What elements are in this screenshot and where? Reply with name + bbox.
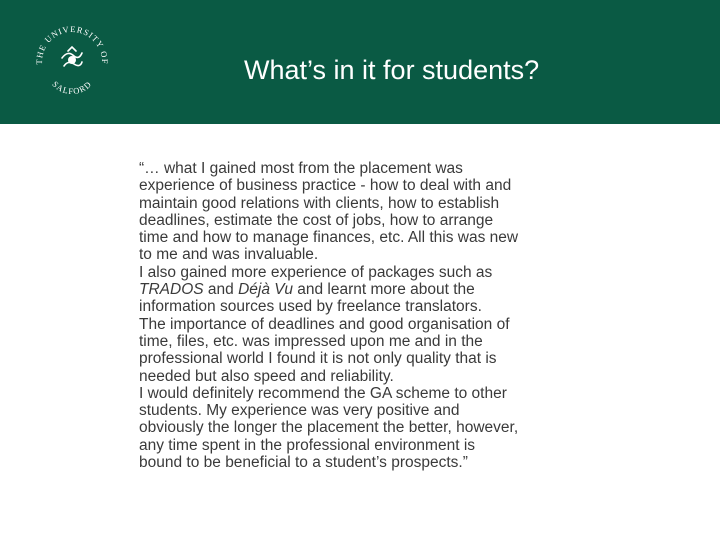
quote-line: professional world I found it is not only quality that is [139,350,497,368]
quote-line: The importance of deadlines and good organisation of [139,315,510,333]
quote-paragraph-4 [139,385,639,471]
student-quote [139,160,639,471]
quote-fragment: and [203,281,239,299]
quote-line: time, files, etc. was impressed upon me and in the [139,332,483,350]
quote-line: information sources used by freelance translators. [139,298,482,316]
slide-title: What’s in it for students? [244,55,540,85]
quote-line: “… what I gained most from the placement was [139,160,463,177]
quote-line: any time spent in the professional environment is [139,436,476,454]
quote-fragment: and learnt more about the [292,281,475,299]
quote-paragraph-2 [139,264,639,316]
header-banner [0,0,720,124]
quote-line: deadlines, estimate the cost of jobs, how to arrange [139,211,494,229]
quote-paragraph-1 [139,160,639,264]
quote-line [139,281,639,298]
quote-line: obviously the longer the placement the better, however, [139,419,519,437]
quote-line: I also gained more experience of packages such as [139,263,493,281]
quote-line: bound to be beneficial to a student’s prospects.” [139,454,468,472]
quote-line: to me and was invaluable. [139,246,319,264]
software-name-deja-vu: Déjà Vu [238,281,293,299]
software-name-trados: TRADOS [139,281,204,299]
quote-line: time and how to manage finances, etc. All this was new [139,229,519,247]
quote-line: I would definitely recommend the GA scheme to other [139,384,507,402]
svg-text:THE UNIVERSITY OF: THE UNIVERSITY OF [33,23,111,65]
university-crest-logo [30,18,114,102]
svg-text:SALFORD: SALFORD [50,78,94,97]
quote-line: experience of business practice - how to deal with and [139,177,512,195]
quote-line: maintain good relations with clients, how to establish [139,194,500,212]
quote-line: students. My experience was very positive and [139,402,460,420]
quote-line: needed but also speed and reliability. [139,367,394,385]
quote-paragraph-3 [139,316,639,385]
